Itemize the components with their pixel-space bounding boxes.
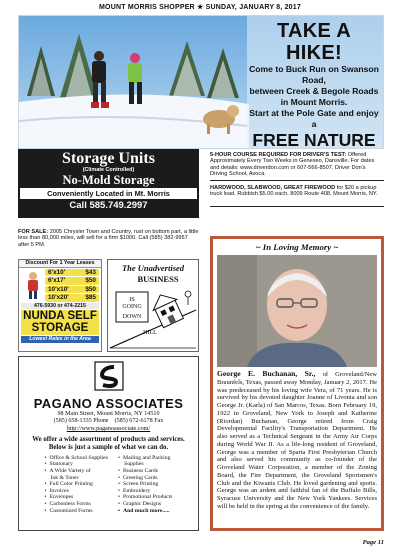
hike-title: TAKE A HIKE! xyxy=(276,20,352,64)
divider xyxy=(210,206,384,207)
classified-heading: FOR SALE: xyxy=(18,229,49,235)
hike-ad xyxy=(18,15,384,149)
storage-location: Conveniently Located in Mt. Morris xyxy=(20,188,197,199)
cartoon-title-1: The Unadvertised xyxy=(121,263,185,273)
storage-ad xyxy=(18,149,199,218)
nunda-phone: 476-5930 or 474-2215 xyxy=(21,303,99,310)
list-item: • Office & School Supplies xyxy=(45,455,109,462)
memoriam-box xyxy=(210,236,384,531)
mascot-icon xyxy=(23,270,43,300)
list-item: • Mailing and Packing xyxy=(118,455,172,462)
cartoon-sign-2: GOING xyxy=(122,304,142,310)
unadvertised-business-cartoon xyxy=(107,259,199,352)
list-item: • Envelopes xyxy=(45,494,109,501)
storage-no-mold: No-Mold Storage xyxy=(62,173,155,187)
storage-phone: Call 585.749.2997 xyxy=(69,200,148,211)
list-item: • Screen Printing xyxy=(118,481,172,488)
list-item: • Customized Forms xyxy=(45,508,109,515)
nunda-discount-header: Discount For 1 Year Leases xyxy=(19,260,101,268)
obituary-text xyxy=(217,370,377,511)
pagano-logo-icon xyxy=(94,361,124,391)
cartoon-sign-3: DOWN xyxy=(122,314,142,320)
nunda-footer: Lowest Rates in the Area xyxy=(21,336,99,342)
page-number: Page 11 xyxy=(362,539,384,546)
divider xyxy=(210,180,384,181)
classified-drivers-course xyxy=(210,152,384,178)
list-item: • Graphic Designs xyxy=(118,501,172,508)
list-item: Supplies xyxy=(124,461,144,468)
list-item: • A Wide Variety of xyxy=(45,468,109,475)
pagano-associates-ad xyxy=(18,356,199,531)
pagano-offer-1: We offer a wide assortment of products and services. xyxy=(32,435,185,443)
classified-heading: HARDWOOD, SLABWOOD, GREAT FIREWOOD xyxy=(210,185,336,191)
nunda-rate-row: 6'x10' $43 xyxy=(45,269,99,276)
classified-firewood xyxy=(210,185,384,198)
pagano-services xyxy=(19,455,198,514)
pagano-website-link[interactable]: http://www.paganoassociate.com/ xyxy=(66,425,151,433)
hike-line-4: Start at the Pole Gate and enjoy a xyxy=(249,108,379,129)
pagano-services-col-2 xyxy=(118,455,172,514)
cartoon-sign-1: IS xyxy=(129,297,135,303)
storage-title: Storage Units xyxy=(62,150,155,167)
cartoon-title-2: BUSINESS xyxy=(137,274,179,284)
hike-line-3: in Mount Morris. xyxy=(280,97,348,107)
list-item: • Stationary xyxy=(45,461,109,468)
list-item: • Embroidery xyxy=(118,488,172,495)
memoriam-heading: ~ In Loving Memory ~ xyxy=(255,242,339,252)
list-item: • Carbonless Forms xyxy=(45,501,109,508)
nunda-rate-row: 10'x10' $50 xyxy=(45,286,99,293)
pagano-phones: (585) 658-1335 Phone (585) 672-6178 Fax xyxy=(53,418,164,425)
nunda-storage-ad xyxy=(18,259,102,352)
list-item: • Greeting Cards xyxy=(118,475,172,482)
nunda-rate-row: 6'x17' $50 xyxy=(45,277,99,284)
nunda-logo: NUNDA SELF STORAGE xyxy=(21,310,99,335)
list-item: • Business Cards xyxy=(118,468,172,475)
hike-big-1: FREE NATURE xyxy=(252,130,376,149)
classified-body: for $20 a pickup truck load. Rubbish $5.00 each. 8009 Route 408, Mount Morris, NY. xyxy=(210,185,378,198)
storage-subtitle: (Climate Controlled) xyxy=(82,167,135,173)
memoriam-inner xyxy=(213,239,381,528)
masthead: MOUNT MORRIS SHOPPER ★ SUNDAY, JANUARY 8, 2017 xyxy=(99,4,301,11)
list-item: • Invoices xyxy=(45,488,109,495)
classified-body: 2005 Chrysler Town and Country, rust on bottom part, a little less than 80,000 miles, will sell for a firm $1000. Call (585) 382-9957 after 5 PM. xyxy=(18,229,199,248)
classified-for-sale xyxy=(18,229,200,248)
pagano-offer-2: Below is just a sample of what we can do. xyxy=(48,443,169,451)
list-item: Ink & Toner xyxy=(50,474,79,481)
pagano-services-col-1 xyxy=(45,455,109,514)
nunda-rate-row: 10'x20' $85 xyxy=(45,294,99,301)
list-item: • Promotional Products xyxy=(118,494,172,501)
obituary-body: of Groveland/New Braunfels, Texas, passed away Monday, January 2, 2017. He was predeceased by his loving wife Vera, of 71 years. He is survived by his devoted daughter Joanne of Livonia and son George Jr. (Karla) of San Marcos, Texas. Born February 19, 1922 in Groveland, New York to Joseph and Katherine (Riordan) Buchanan, George retired from Craig Developmental Facility's Transportation Department. He also served as a Technical Sergeant in the Army Air Corps during World War II. As a life-long resident of Groveland, George was a member of Sparta First Presbyterian Church and also served his community as co-founder of the Groveland Water Corporation, a member of the Zoning Board, the Fire Department, the Groveland Sportsmen's Club and the Kiwanis Club. He loved gardening and sports. George was an ardent and faithful fan of the Buffalo Bills, Syracuse University and the New York Yankees. Services will be held in the spring at the convenience of the family. xyxy=(217,371,377,510)
portrait-photo xyxy=(217,255,377,367)
pagano-name: PAGANO ASSOCIATES xyxy=(33,396,184,411)
classified-body: Offered Approximately Every Two Weeks in Geneseo, Dansville. For dates and details: www.driverdon.com or 607-566-8507. Driver Don's Driving School, Avoca. xyxy=(210,152,375,178)
obituary-name: George E. Buchanan, Sr., xyxy=(217,369,316,378)
hike-text-panel xyxy=(245,16,383,149)
list-item: • Full Color Printing xyxy=(45,481,109,488)
cartoon-sign-4: HILL xyxy=(143,330,157,336)
hike-line-2: between Creek & Begole Roads xyxy=(249,86,379,96)
pagano-address: 98 Main Street, Mount Morris, NY 14510 xyxy=(57,411,160,417)
list-item: • And much more..... xyxy=(118,508,172,515)
classified-heading: 5-HOUR COURSE REQUIRED FOR DRIVER'S TEST: xyxy=(210,152,347,158)
hike-line-1: Come to Buck Run on Swanson Road, xyxy=(249,64,379,85)
cartoon-illustration xyxy=(108,260,198,351)
